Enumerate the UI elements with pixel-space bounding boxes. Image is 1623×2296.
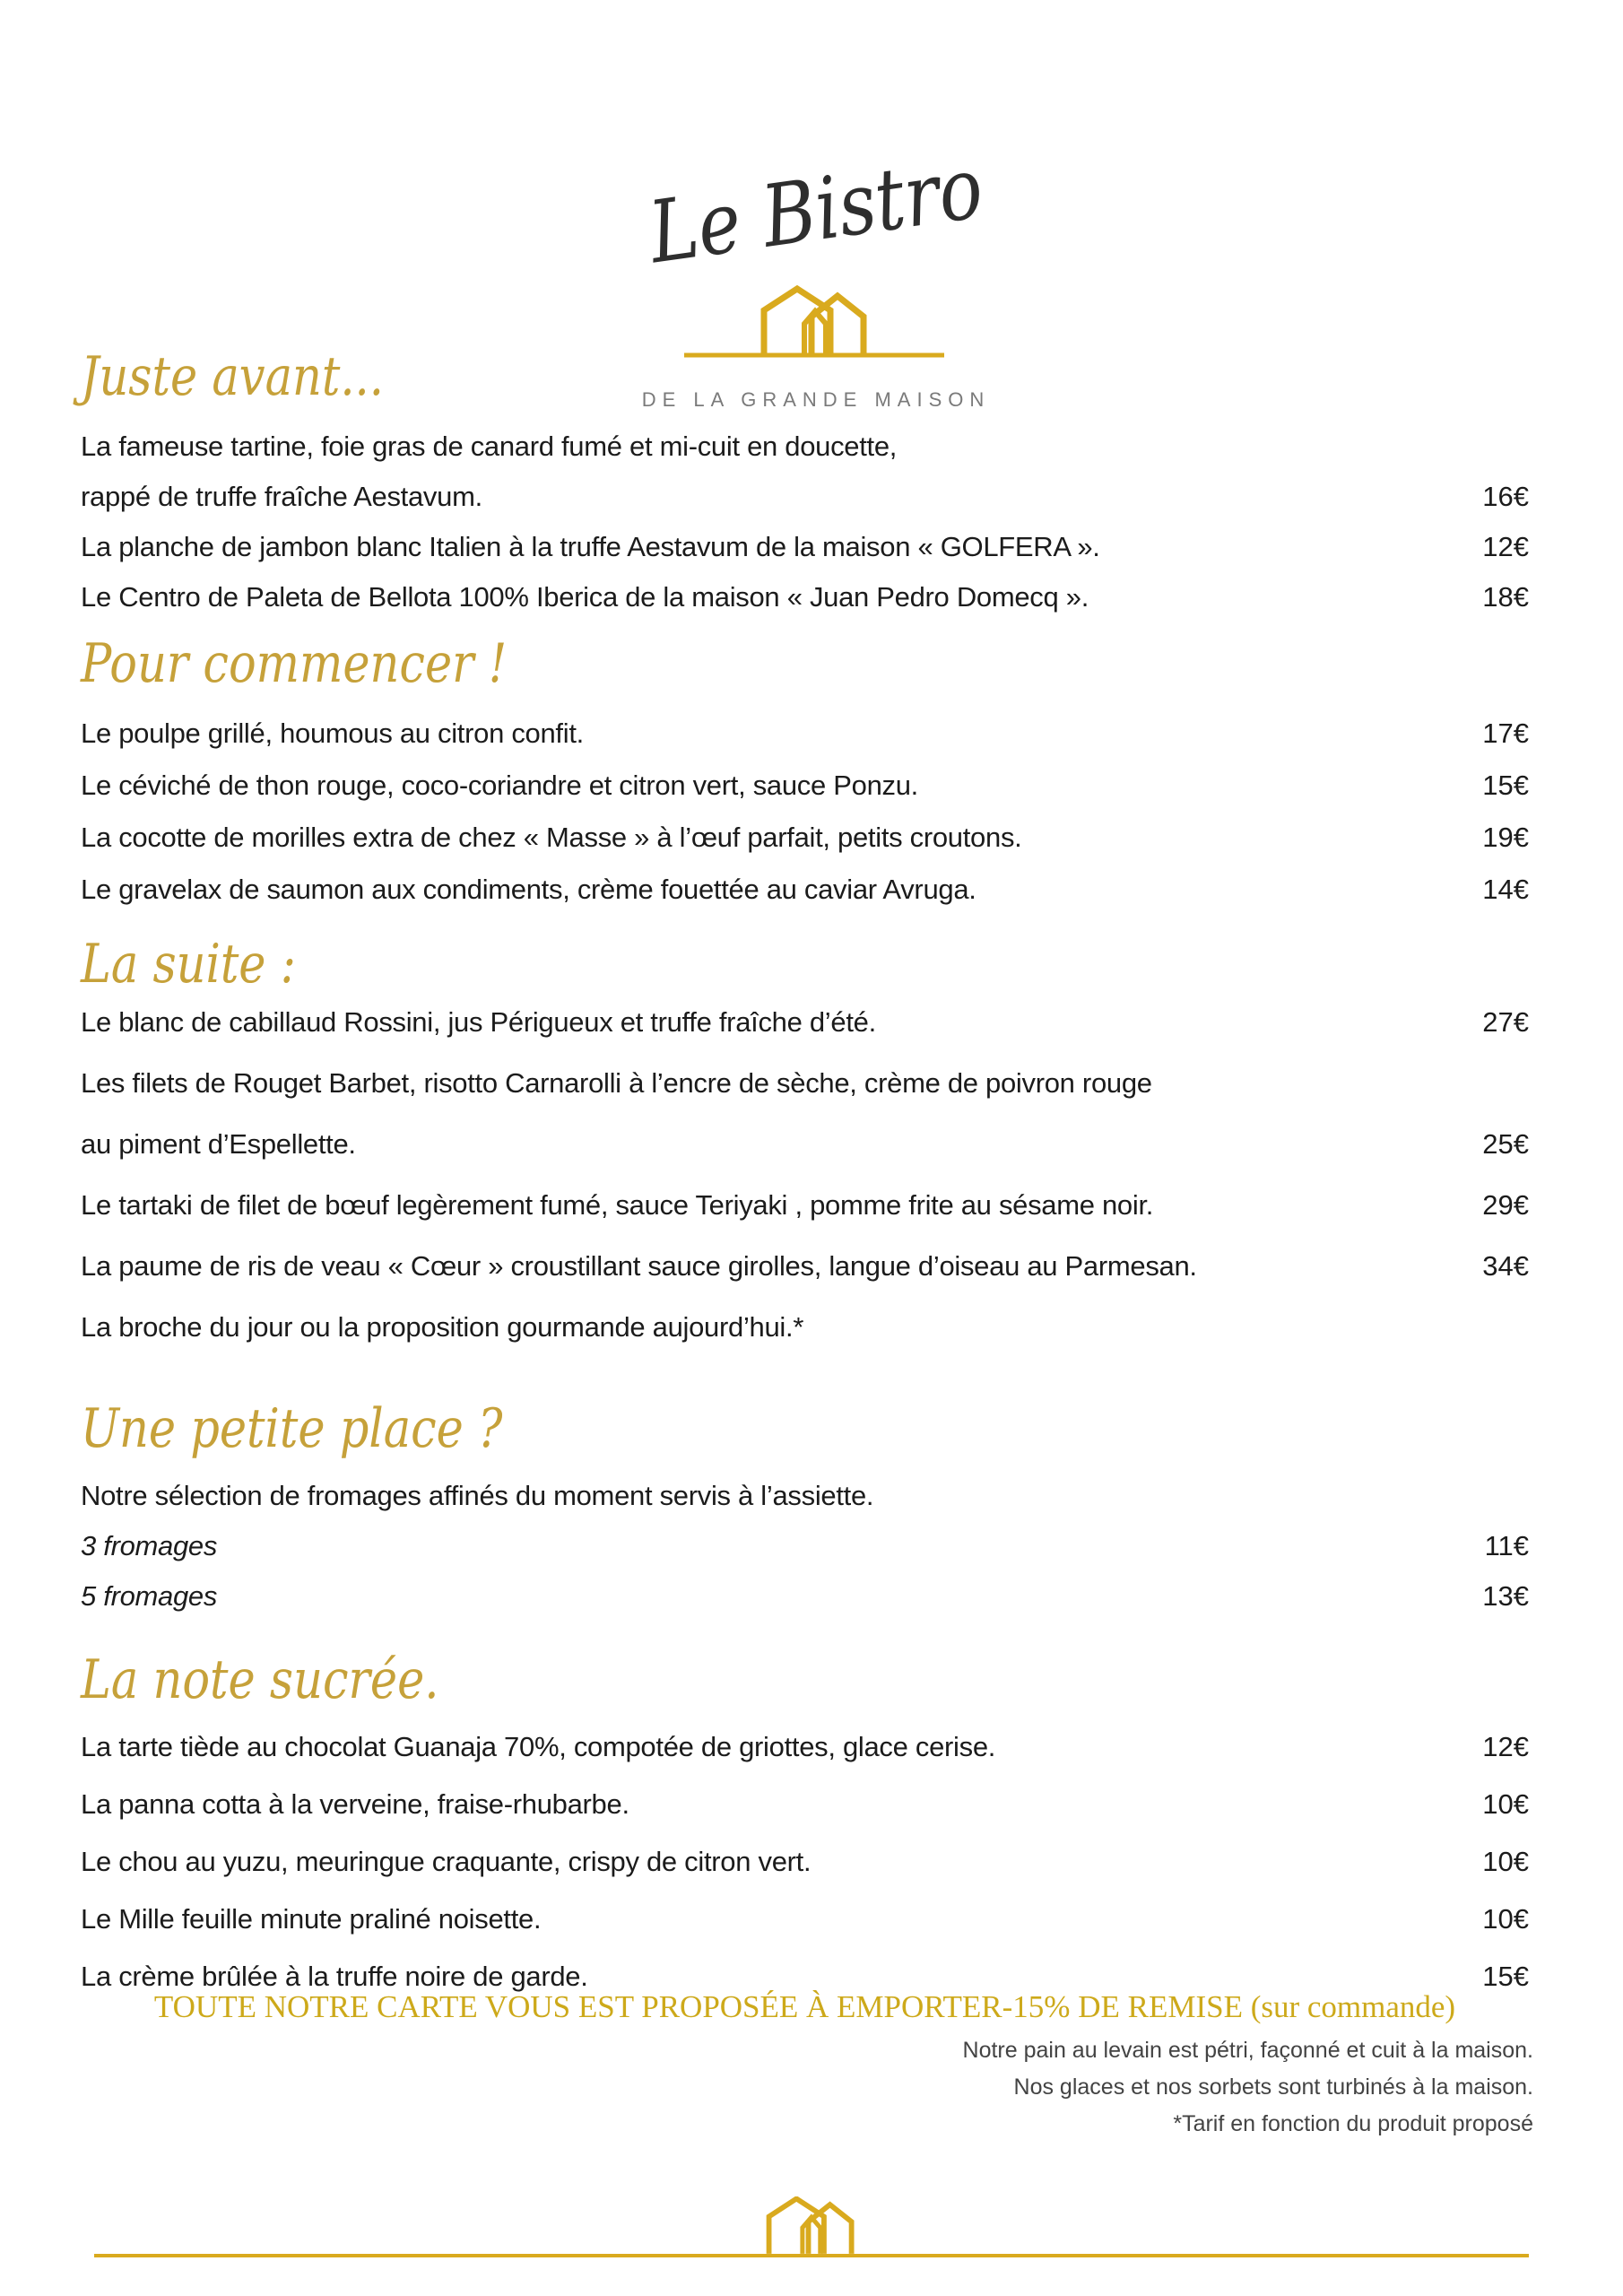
menu-section-une-petite-place [81,1397,1529,1631]
menu-item-row [81,1580,1529,1631]
item-price: 34€ [1482,1250,1529,1282]
footnote-line: *Tarif en fonction du produit proposé [1173,2111,1533,2136]
item-text: La fameuse tartine, foie gras de canard fumé et mi-cuit en doucette, [81,430,898,462]
item-text: Le tartaki de filet de bœuf legèrement fumé, sauce Teriyaki , pomme frite au sésame noir. [81,1189,1154,1221]
menu-item-row [81,1250,1529,1311]
menu-item-row [81,770,1529,822]
item-text: Le gravelax de saumon aux condiments, crème fouettée au caviar Avruga. [81,874,976,905]
item-price: 11€ [1484,1530,1529,1561]
menu-item-row [81,1903,1529,1961]
menu-section-juste-avant [81,345,1529,631]
item-text: La crème brûlée à la truffe noire de garde. [81,1961,588,1992]
menu-item-row [81,874,1529,926]
footnotes [457,2032,1533,2143]
item-text: La planche de jambon blanc Italien à la truffe Aestavum de la maison « GOLFERA ». [81,531,1100,562]
menu-item-row [81,531,1529,581]
section-title: Juste avant... [81,345,384,408]
logo-subtitle: DE LA GRANDE MAISON [641,388,991,411]
item-price: 25€ [1482,1128,1529,1160]
item-text: Le blanc de cabillaud Rossini, jus Périgueux et truffe fraîche d’été. [81,1006,876,1038]
item-text: La panna cotta à la verveine, fraise-rhubarbe. [81,1788,629,1820]
menu-item-row [81,430,1529,481]
menu-item-row [81,1311,1529,1372]
menu-item-row [81,481,1529,531]
item-price: 10€ [1482,1846,1529,1877]
item-text: Le Mille feuille minute praliné noisette. [81,1903,542,1935]
menu-item-row [81,1189,1529,1250]
menu-section-la-suite [81,933,1529,1372]
item-text: au piment d’Espellette. [81,1128,356,1160]
item-text: Notre sélection de fromages affinés du moment servis à l’assiette. [81,1480,874,1511]
menu-section-la-note-sucree [81,1648,1529,2018]
menu-item-row [81,1731,1529,1788]
menu-item-row [81,1788,1529,1846]
item-price: 17€ [1482,718,1529,749]
menu-section-pour-commencer [81,632,1529,926]
footnote-line: Notre pain au levain est pétri, façonné et cuit à la maison. [962,2038,1533,2063]
menu-item-row [81,1530,1529,1580]
item-text: 5 fromages [81,1580,218,1612]
item-text: Les filets de Rouget Barbet, risotto Carnarolli à l’encre de sèche, crème de poivron rouge [81,1067,1152,1099]
item-text: Le Centro de Paleta de Bellota 100% Iberica de la maison « Juan Pedro Domecq ». [81,581,1089,613]
item-price: 29€ [1482,1189,1529,1221]
item-text: 3 fromages [81,1530,218,1561]
menu-item-row [81,718,1529,770]
item-text: Le poulpe grillé, houmous au citron confit. [81,718,584,749]
item-text: La broche du jour ou la proposition gourmande aujourd’hui.* [81,1311,804,1343]
item-text: La cocotte de morilles extra de chez « Masse » à l’œuf parfait, petits croutons. [81,822,1022,853]
item-price: 10€ [1482,1788,1529,1820]
menu-item-row [81,1006,1529,1067]
item-price: 19€ [1482,822,1529,853]
section-title: Une petite place ? [81,1397,503,1460]
item-text: La tarte tiède au chocolat Guanaja 70%, compotée de griottes, glace cerise. [81,1731,996,1762]
item-text: Le chou au yuzu, meuringue craquante, crispy de citron vert. [81,1846,812,1877]
menu-item-row [81,581,1529,631]
menu-item-row [81,1846,1529,1903]
section-title: La note sucrée. [81,1648,439,1711]
item-price: 27€ [1482,1006,1529,1038]
logo-script-text: Le Bistro [643,138,989,283]
item-price: 12€ [1482,1731,1529,1762]
menu-item-row [81,1480,1529,1530]
item-price: 15€ [1482,770,1529,801]
item-price: 12€ [1482,531,1529,562]
takeaway-banner: TOUTE NOTRE CARTE VOUS EST PROPOSÉE À EMPORTER-15% DE REMISE (sur commande) [153,1989,1456,2024]
footnote-line: Nos glaces et nos sorbets sont turbinés à la maison. [1013,2074,1533,2100]
item-text: Le céviché de thon rouge, coco-coriandre et citron vert, sauce Ponzu. [81,770,918,801]
menu-item-row [81,822,1529,874]
menu-item-row [81,1067,1529,1128]
footer-house-icon [758,2196,864,2257]
item-price: 15€ [1482,1961,1529,1992]
item-price: 13€ [1482,1580,1529,1612]
section-title: Pour commencer ! [81,632,508,695]
item-price: 14€ [1482,874,1529,905]
item-price: 10€ [1482,1903,1529,1935]
item-text: La paume de ris de veau « Cœur » croustillant sauce girolles, langue d’oiseau au Parmesan. [81,1250,1197,1282]
menu-item-row [81,1128,1529,1189]
item-price: 18€ [1482,581,1529,613]
item-text: rappé de truffe fraîche Aestavum. [81,481,482,512]
item-price: 16€ [1482,481,1529,512]
section-title: La suite : [81,933,296,996]
